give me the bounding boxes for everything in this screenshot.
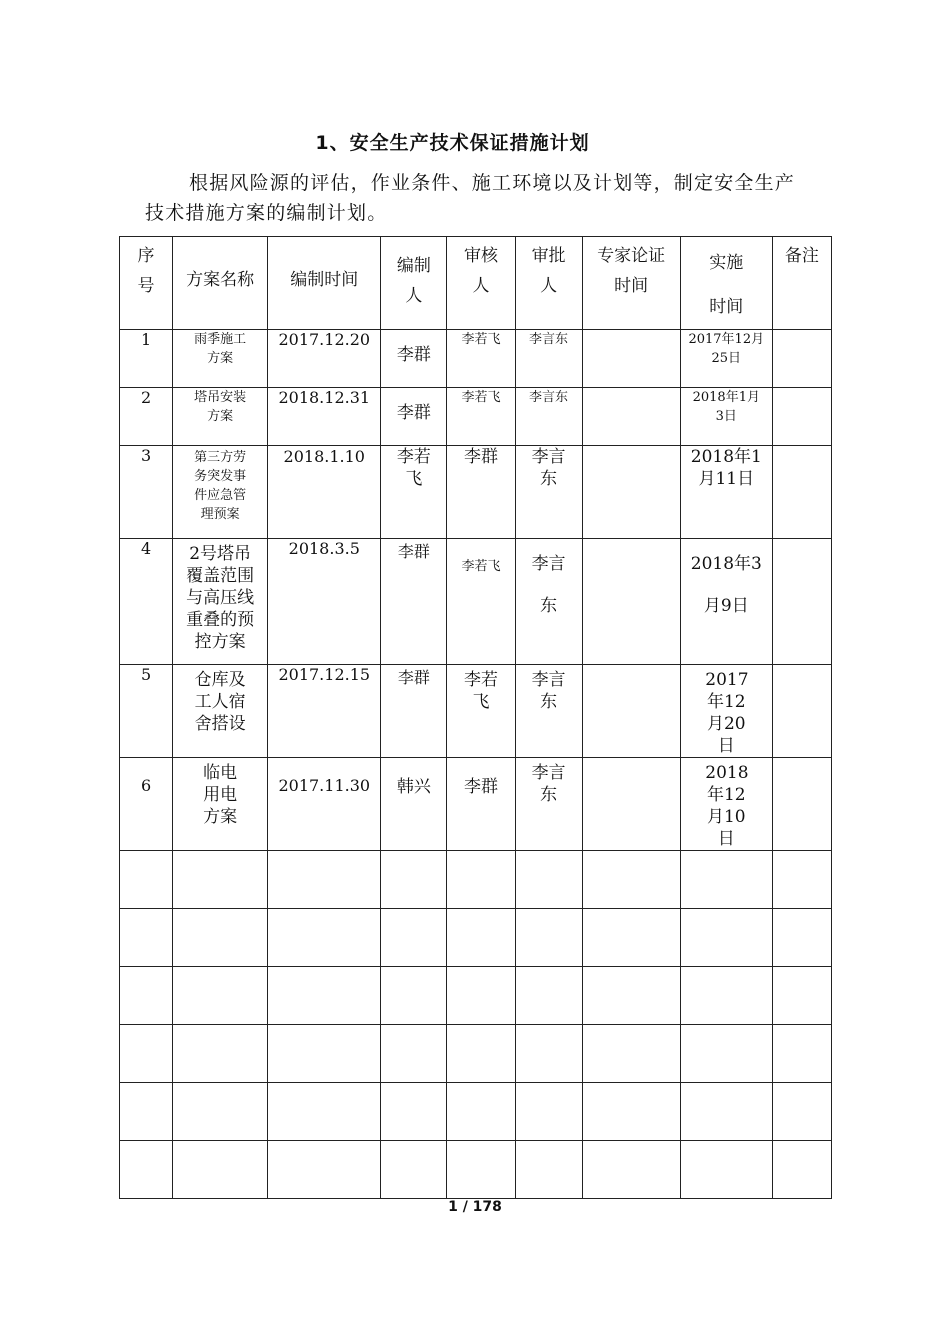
empty-row (120, 909, 832, 967)
cell-note (772, 330, 831, 388)
header-author: 编制人 (381, 237, 447, 330)
cell-author: 李群 (381, 539, 447, 665)
intro-paragraph: 根据风险源的评估，作业条件、施工环境以及计划等，制定安全生产技术措施方案的编制计划。 (145, 172, 796, 224)
header-expert-time: 专家论证时间 (582, 237, 680, 330)
cell-impl: 2018年1月3日 (680, 388, 772, 446)
cell-author: 李若飞 (381, 446, 447, 539)
cell-name: 临电用电方案 (173, 758, 268, 851)
cell-expert (582, 446, 680, 539)
cell-reviewer: 李群 (447, 446, 515, 539)
table-row (120, 388, 832, 446)
table-row (120, 665, 832, 758)
header-name: 方案名称 (173, 237, 268, 330)
cell-reviewer: 李群 (447, 758, 515, 851)
cell-no: 1 (120, 330, 173, 388)
empty-row (120, 967, 832, 1025)
cell-name: 仓库及工人宿舍搭设 (173, 665, 268, 758)
cell-author: 李群 (381, 330, 447, 388)
cell-approver: 李言东 (515, 758, 582, 851)
safety-plan-table (119, 236, 832, 1199)
header-date: 编制时间 (268, 237, 381, 330)
cell-date: 2018.1.10 (268, 446, 381, 539)
cell-no: 5 (120, 665, 173, 758)
empty-row (120, 1025, 832, 1083)
header-no: 序号 (120, 237, 173, 330)
cell-impl: 2017年12月20日 (680, 665, 772, 758)
cell-date: 2017.12.15 (268, 665, 381, 758)
header-reviewer: 审核人 (447, 237, 515, 330)
cell-note (772, 758, 831, 851)
cell-author: 韩兴 (381, 758, 447, 851)
empty-row (120, 1141, 832, 1199)
cell-approver: 李言东 (515, 330, 582, 388)
cell-impl: 2018年3月9日 (680, 539, 772, 665)
table-row (120, 446, 832, 539)
cell-expert (582, 758, 680, 851)
cell-note (772, 446, 831, 539)
cell-approver: 李言东 (515, 388, 582, 446)
cell-name: 2号塔吊覆盖范围与高压线重叠的预控方案 (173, 539, 268, 665)
cell-reviewer: 李若飞 (447, 539, 515, 665)
cell-note (772, 539, 831, 665)
cell-author: 李群 (381, 388, 447, 446)
cell-impl: 2018年12月10日 (680, 758, 772, 851)
table-row (120, 539, 832, 665)
header-approver: 审批人 (515, 237, 582, 330)
cell-date: 2017.12.20 (268, 330, 381, 388)
table-header-row (120, 237, 832, 330)
page-number: 1 / 178 (448, 1199, 502, 1215)
header-note: 备注 (772, 237, 831, 330)
cell-no: 6 (120, 758, 173, 851)
cell-impl: 2017年12月25日 (680, 330, 772, 388)
header-impl-time: 实施时间 (680, 237, 772, 330)
cell-reviewer: 李若飞 (447, 388, 515, 446)
document-title: 1、安全生产技术保证措施计划 (315, 132, 590, 154)
empty-row (120, 1083, 832, 1141)
cell-expert (582, 330, 680, 388)
empty-row (120, 851, 832, 909)
cell-reviewer: 李若飞 (447, 665, 515, 758)
cell-author: 李群 (381, 665, 447, 758)
cell-approver: 李言东 (515, 539, 582, 665)
cell-expert (582, 665, 680, 758)
cell-reviewer: 李若飞 (447, 330, 515, 388)
cell-note (772, 665, 831, 758)
cell-name: 雨季施工方案 (173, 330, 268, 388)
cell-note (772, 388, 831, 446)
table-row (120, 330, 832, 388)
cell-no: 2 (120, 388, 173, 446)
cell-no: 3 (120, 446, 173, 539)
cell-approver: 李言东 (515, 665, 582, 758)
table-row (120, 758, 832, 851)
cell-date: 2017.11.30 (268, 758, 381, 851)
cell-expert (582, 539, 680, 665)
cell-name: 第三方劳务突发事件应急管理预案 (173, 446, 268, 539)
cell-date: 2018.3.5 (268, 539, 381, 665)
cell-name: 塔吊安装方案 (173, 388, 268, 446)
cell-impl: 2018年1月11日 (680, 446, 772, 539)
cell-expert (582, 388, 680, 446)
cell-approver: 李言东 (515, 446, 582, 539)
cell-date: 2018.12.31 (268, 388, 381, 446)
cell-no: 4 (120, 539, 173, 665)
